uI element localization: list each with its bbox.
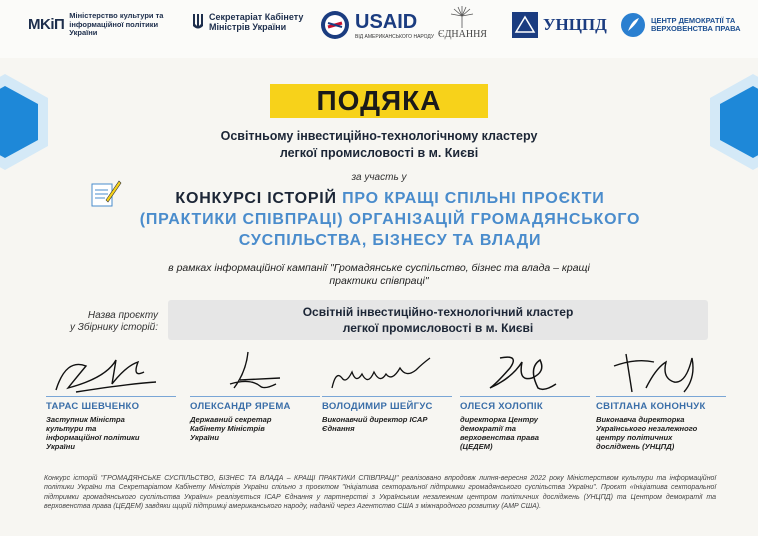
usaid-sub: ВІД АМЕРИКАНСЬКОГО НАРОДУ xyxy=(355,33,435,40)
contest-blue-1: ПРО КРАЩІ СПІЛЬНІ ПРОЄКТИ xyxy=(342,190,605,207)
trident-icon xyxy=(192,12,204,32)
cedem-text: ЦЕНТР ДЕМОКРАТІЇ ТА ВЕРХОВЕНСТВА ПРАВА xyxy=(651,15,741,33)
title-banner: ПОДЯКА xyxy=(270,84,488,118)
signature-line-5 xyxy=(596,396,726,397)
signatory-role-4: директорка Центру демократії та верховенства права (ЦЕДЕМ) xyxy=(460,415,539,451)
uncpd-logo xyxy=(512,12,607,38)
signatory-2 xyxy=(190,348,320,442)
signature-2 xyxy=(190,348,310,396)
dandelion-icon xyxy=(448,6,476,28)
signature-1 xyxy=(46,348,166,396)
footnote: Конкурс історій "ГРОМАДЯНСЬКЕ СУСПІЛЬСТВО, БІЗНЕС ТА ВЛАДА – КРАЩІ ПРАКТИКИ СПІВПРАЦІ" реалізовано впродовж липня-вересня 2022 року Міністерством культури та інформаційної політики України та Секретаріатом Кабінету Міністрів України спільно з проєктом "Ініціатива секторальної підтримки громадянського суспільства України". Проєкт «Ініціатива секторальної підтримки громадянського суспільства України» реалізується ІСАР Єднання у партнерстві з Українським незалежним центром політичних досліджень (УНЦПД) та Центром демократії та верховенства права (ЦЕДЕМ) завдяки щирій підтримці американського народу, наданій через Агентство США з міжнародного розвитку (АМР США). xyxy=(44,475,716,510)
contest-blue-3: СУСПІЛЬСТВА, БІЗНЕСУ ТА ВЛАДИ xyxy=(238,232,542,249)
campaign-text xyxy=(0,262,758,288)
signature-4 xyxy=(460,348,580,396)
recipient xyxy=(0,128,758,162)
signatory-name-1: ТАРАС ШЕВЧЕНКО xyxy=(46,401,140,412)
signature-3 xyxy=(322,348,442,396)
usaid-logo xyxy=(320,10,434,40)
signatory-role-5: Виконавча директорка Українського незалежного центру політичних досліджень (УНЦПД) xyxy=(596,415,698,451)
cabinet-logo xyxy=(192,12,303,32)
cabinet-text-2: Міністрів України xyxy=(209,22,287,32)
cedem-logo xyxy=(620,12,751,38)
uncpd-text: УНЦПД xyxy=(543,15,607,34)
usaid-seal-icon xyxy=(320,10,350,40)
contest-heading xyxy=(70,188,710,251)
signatory-role-3: Виконавчий директор ІСАР Єднання xyxy=(322,415,428,433)
signatory-name-5: СВІТЛАНА КОНОНЧУК xyxy=(596,401,706,412)
mkip-text: Міністерство культури та інформаційної політики України xyxy=(69,11,164,37)
mkip-mark: MKiП xyxy=(28,16,65,34)
project-name-line-1: Освітній інвестиційно-технологічний кластер xyxy=(302,305,574,319)
recipient-line-2: легкої промисловості в м. Києві xyxy=(279,146,479,160)
usaid-brand: USAID xyxy=(355,10,418,33)
signatory-4 xyxy=(460,348,590,451)
project-name-box xyxy=(168,300,708,340)
cedem-feather-icon xyxy=(620,12,646,38)
signatory-name-4: ОЛЕСЯ ХОЛОПІК xyxy=(460,401,543,412)
ednannia-text: ЄДНАННЯ xyxy=(438,29,487,40)
ednannia-logo xyxy=(438,6,487,40)
signatory-name-3: ВОЛОДИМИР ШЕЙГУС xyxy=(322,401,433,412)
logo-bar xyxy=(0,0,758,58)
signature-5 xyxy=(596,348,716,396)
contest-blue-2: (ПРАКТИКИ СПІВПРАЦІ) ОРГАНІЗАЦІЙ ГРОМАДЯНСЬКОГО xyxy=(139,211,641,228)
project-label-line-2: у Збірнику історій: xyxy=(69,322,158,333)
signatory-role-1: Заступник Міністра культури та інформаційної політики України xyxy=(46,415,140,451)
campaign-line-2: практики співпраці" xyxy=(329,275,429,287)
project-label-line-1: Назва проєкту xyxy=(87,310,158,321)
cabinet-text-1: Секретаріат Кабінету xyxy=(209,12,304,22)
uncpd-mark-icon xyxy=(512,12,538,38)
signature-line-3 xyxy=(322,396,452,397)
signatory-role-2: Державний секретар Кабінету Міністрів України xyxy=(190,415,272,442)
campaign-line-1: в рамках інформаційної кампанії "Громадянське суспільство, бізнес та влада – кращі xyxy=(168,262,590,274)
recipient-line-1: Освітньому інвестиційно-технологічному кластеру xyxy=(220,129,538,143)
signatory-name-2: ОЛЕКСАНДР ЯРЕМА xyxy=(190,401,291,412)
project-label xyxy=(40,310,158,334)
mkip-logo xyxy=(28,12,177,38)
signatory-3 xyxy=(322,348,452,433)
signatory-1 xyxy=(46,348,176,451)
signature-line-1 xyxy=(46,396,176,397)
contest-dark: КОНКУРСІ ІСТОРІЙ xyxy=(175,190,343,207)
signatory-5 xyxy=(596,348,726,451)
project-name-line-2: легкої промисловості в м. Києві xyxy=(342,321,534,335)
signature-line-4 xyxy=(460,396,590,397)
signature-line-2 xyxy=(190,396,320,397)
participation-text: за участь у xyxy=(351,172,407,183)
